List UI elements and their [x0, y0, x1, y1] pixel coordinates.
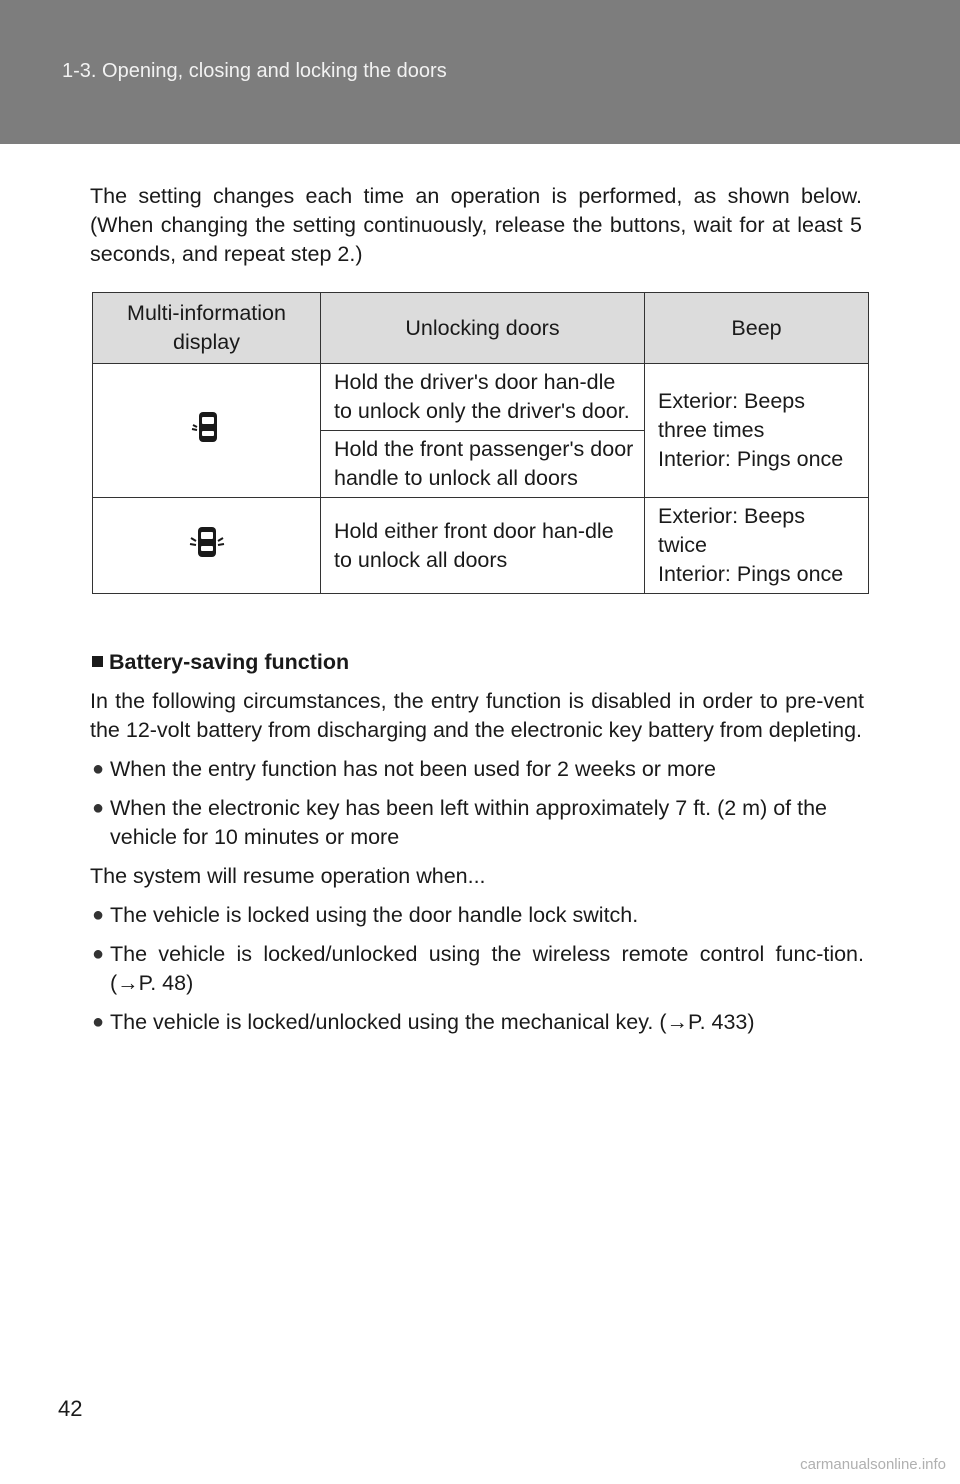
bullet-dot-icon: ● [92, 1011, 105, 1033]
list-item [92, 901, 864, 930]
list-item [92, 1008, 864, 1037]
header-display: Multi-information display [93, 293, 321, 364]
page-number: 42 [58, 1396, 83, 1421]
battery-title-text: Battery-saving function [109, 650, 350, 674]
list-item [92, 755, 864, 784]
table-row [93, 498, 869, 594]
bullet-dot-icon: ● [92, 904, 105, 926]
unlock-all-cell: Hold either front door han-dle to unlock all doors [321, 498, 645, 594]
intro-block [90, 182, 862, 269]
car-driver-door-icon [187, 407, 227, 447]
table-header-row [93, 293, 869, 364]
settings-table [92, 292, 869, 594]
table-row [93, 364, 869, 431]
list-item-text: When the entry function has not been used for 2 weeks or more [110, 757, 716, 781]
header-beep: Beep [645, 293, 869, 364]
list-item [92, 940, 864, 998]
list-item-text: The vehicle is locked/unlocked using the mechanical key. (→P. 433) [110, 1010, 755, 1034]
list-item-text: When the electronic key has been left within approximately 7 ft. (2 m) of the vehicle for 10 minutes or more [110, 796, 828, 849]
watermark: carmanualsonline.info [800, 1456, 946, 1473]
unlock-passenger-cell: Hold the front passenger's door handle to unlock all doors [321, 431, 645, 498]
list-item-text: The vehicle is locked/unlocked using the wireless remote control func-tion. (→P. 48) [110, 942, 864, 995]
display-cell [93, 364, 321, 498]
list-item [92, 794, 864, 852]
bullet-dot-icon: ● [92, 943, 105, 965]
unlock-driver-cell: Hold the driver's door han-dle to unlock only the driver's door. [321, 364, 645, 431]
page-header [0, 0, 960, 144]
square-bullet-icon [92, 656, 103, 667]
car-all-doors-icon [184, 522, 230, 562]
battery-section [92, 648, 864, 1037]
list-item-text: The vehicle is locked using the door handle lock switch. [110, 903, 639, 927]
resume-text: The system will resume operation when... [90, 864, 486, 888]
header-unlocking: Unlocking doors [321, 293, 645, 364]
battery-title [92, 648, 864, 677]
beep-three-cell: Exterior: Beeps three times Interior: Pings once [645, 364, 869, 498]
bullet-dot-icon: ● [92, 797, 105, 819]
battery-paragraph: In the following circumstances, the entry function is disabled in order to pre-vent the 12-volt battery from discharging and the electronic key battery from depleting. [90, 689, 864, 742]
section-title: 1-3. Opening, closing and locking the doors [62, 60, 447, 82]
bullet-dot-icon: ● [92, 758, 105, 780]
display-cell [93, 498, 321, 594]
intro-text: The setting changes each time an operation is performed, as shown below. (When changing the setting continuously, release the buttons, wait for at least 5 seconds, and repeat step 2.) [90, 184, 862, 266]
beep-twice-cell: Exterior: Beeps twice Interior: Pings once [645, 498, 869, 594]
